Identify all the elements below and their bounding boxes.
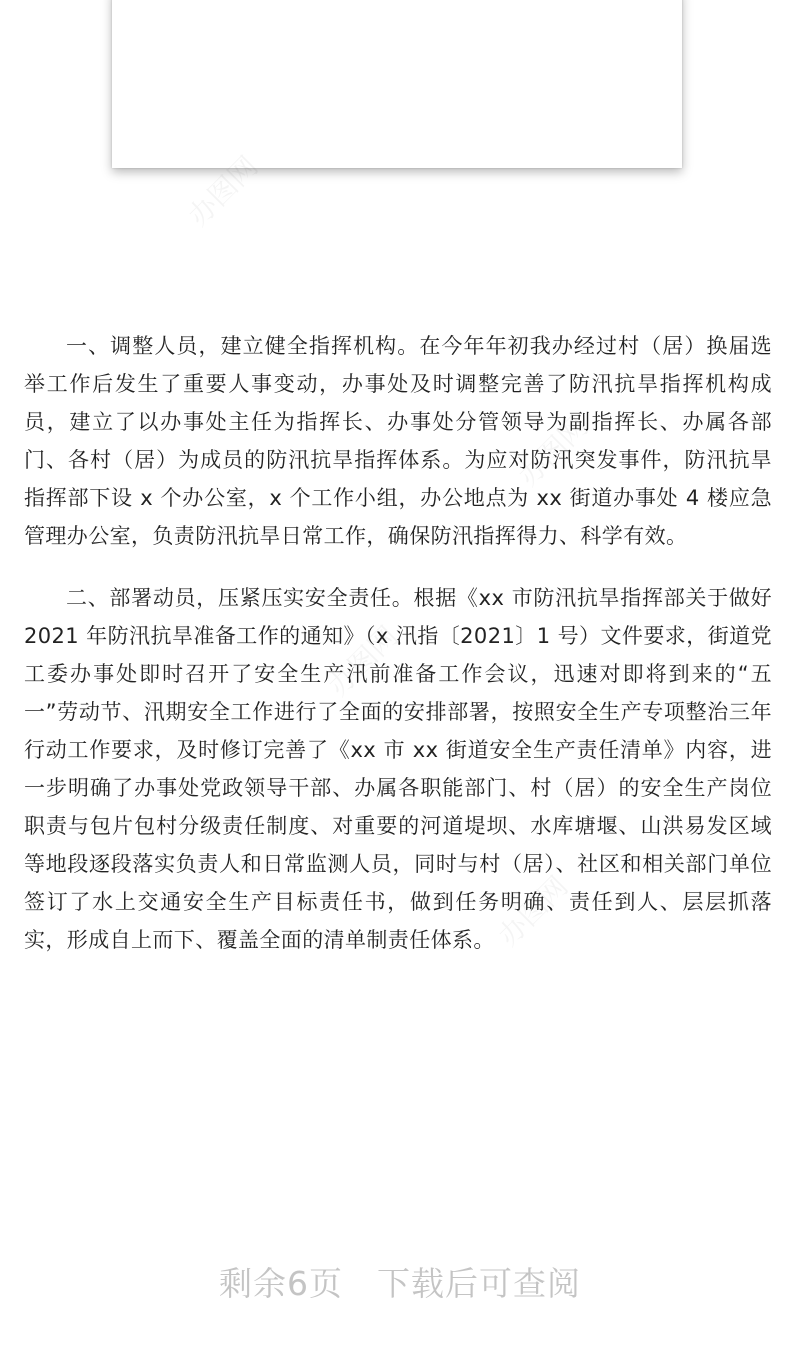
download-prompt[interactable] [0, 1258, 800, 1305]
paragraph-2: 二、部署动员，压紧压实安全责任。根据《xx 市防汛抗旱指挥部关于做好 2021 年防汛抗旱准备工作的通知》（x 汛指〔2021〕1 号）文件要求，街道党工委办事处即时召开了安全生产汛前准备工作会议，迅速对即将到来的“五一”劳动节、汛期安全工作进行了全面的安排部署，按照安全生产专项整治三年行动工作要求，及时修订完善了《xx 市 xx 街道安全生产责任清单》内容，进一步明确了办事处党政领导干部、办属各职能部门、村（居）的安全生产岗位职责与包片包村分级责任制度、对重要的河道堤坝、水库塘堰、山洪易发区域等地段逐段落实负责人和日常监测人员，同时与村（居）、社区和相关部门单位签订了水上交通安全生产目标责任书，做到任务明确、责任到人、层层抓落实，形成自上而下、覆盖全面的清单制责任体系。 [24, 586, 772, 952]
remaining-pages-label: 剩余6页 [219, 1264, 343, 1303]
document-body [24, 327, 772, 959]
paragraph-1: 一、调整人员，建立健全指挥机构。在今年年初我办经过村（居）换届选举工作后发生了重要人事变动，办事处及时调整完善了防汛抗旱指挥机构成员，建立了以办事处主任为指挥长、办事处分管领导为副指挥长、办属各部门、各村（居）为成员的防汛抗旱指挥体系。为应对防汛突发事件，防汛抗旱指挥部下设 x 个办公室，x 个工作小组，办公地点为 xx 街道办事处 4 楼应急管理办公室，负责防汛抗旱日常工作，确保防汛指挥得力、科学有效。 [24, 334, 772, 548]
previous-page-card [112, 0, 682, 168]
download-hint-label: 下载后可查阅 [377, 1264, 581, 1303]
